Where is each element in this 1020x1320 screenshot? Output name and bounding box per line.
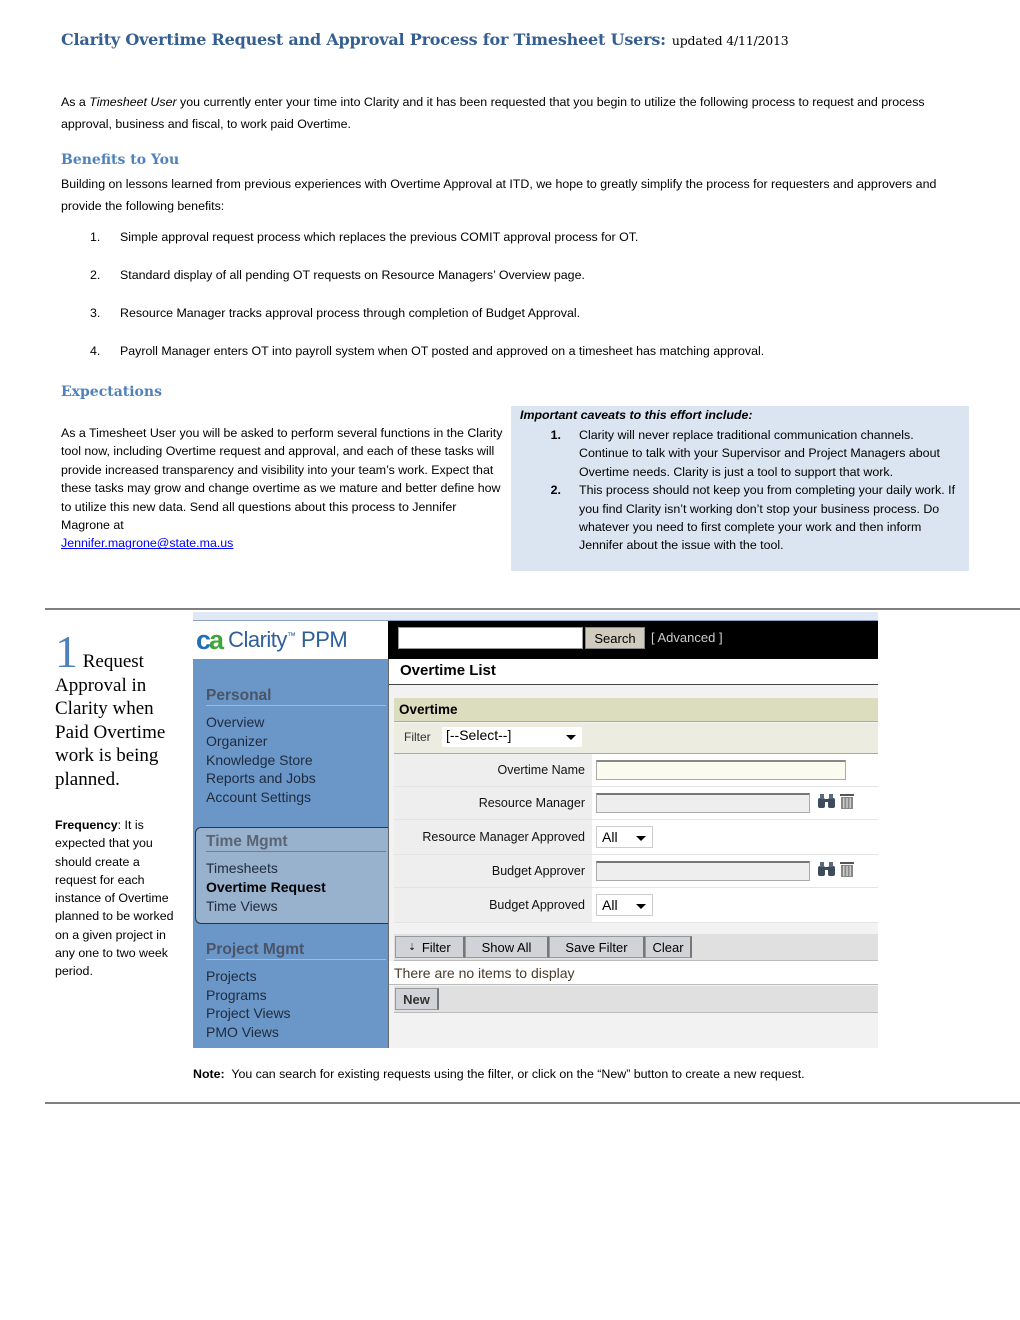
caveats-heading: Important caveats to this effort include: [520,408,753,422]
caveat-number: 1. [550,428,561,442]
clarity-logo [193,621,388,659]
overtime-name-input[interactable] [596,760,846,780]
caveat-number: 2. [550,483,561,498]
note-body: You can search for existing requests using the filter, or click on the “New” button to create a new request. [224,1067,805,1081]
sidebar-item-organizer[interactable]: Organizer [206,733,268,749]
field-label: Overtime Name [394,754,592,786]
caveats-box [511,406,969,571]
item-number: 1. [90,230,101,244]
filter-select-value: [--Select--] [446,727,512,743]
logo-ppm: PPM [295,627,348,652]
sidebar-heading-time-mgmt: Time Mgmt [206,833,386,852]
item-number: 2. [90,268,101,282]
list-item [90,344,970,382]
resource-manager-input[interactable] [596,793,810,813]
benefits-list [90,230,970,382]
double-chevron-down-icon: ⇣ [408,941,416,952]
intro-prefix: As a [61,95,90,109]
sidebar-item-timesheets[interactable]: Timesheets [206,860,278,876]
step-number: 1 [55,626,78,677]
binoculars-icon[interactable] [817,793,837,809]
caveats-list [511,426,969,555]
frequency-text [55,816,180,981]
logo-clarity: Clarity [228,627,287,652]
updated-date: updated 4/11/2013 [671,33,789,48]
sidebar-item-programs[interactable]: Programs [206,987,267,1003]
expectations-text: As a Timesheet User you will be asked to perform several functions in the Clarity tool now, including Overtime request and approval, and each of these tasks will provide increased transparency and visibility into your team’s work. Expect that these tasks may grow and change overtime as we mature and better define how to utilize this new data. Send all questions about this process to Jennifer Magrone at [61,426,503,533]
sidebar-item-project-views[interactable]: Project Views [206,1005,291,1021]
binoculars-icon[interactable] [817,861,837,877]
sidebar [193,659,388,1048]
intro-suffix: you currently enter your time into Clarity and it has been requested that you begin to utilize the following process to request and process approval, business and fiscal, to work paid Overtime. [61,95,925,131]
filter-select[interactable] [442,727,582,747]
sidebar-item-reports-and-jobs[interactable]: Reports and Jobs [206,770,316,786]
caveat-text: This process should not keep you from completing your daily work. If you find Clarity isn’t working don’t stop your business process. Do whatever you need to first complete your work and then inform Jennifer about the issue with the tool. [579,483,956,553]
filter-label: Filter [404,730,431,744]
field-label: Budget Approved [394,888,592,922]
divider [45,1102,1020,1104]
rm-approved-select[interactable] [596,826,653,848]
note-text [193,1067,805,1081]
list-item [90,268,970,306]
sidebar-item-projects[interactable]: Projects [206,968,257,984]
clear-button[interactable]: Clear [645,936,692,958]
logo-tm: ™ [286,630,296,641]
sidebar-heading-project-mgmt: Project Mgmt [206,941,386,960]
item-text: Simple approval request process which replaces the previous COMIT approval process for OT. [120,230,639,244]
divider [45,608,1020,610]
filter-button-label: Filter [421,939,451,955]
item-text: Payroll Manager enters OT into payroll system when OT posted and approved on a timesheet has matching approval. [120,344,765,358]
field-row-overtime-name [394,754,878,787]
item-text: Resource Manager tracks approval process through completion of Budget Approval. [120,306,581,320]
filter-button-bar [394,934,878,961]
list-item [90,306,970,344]
page-title [61,30,789,49]
intro-paragraph [61,91,961,135]
budget-approver-input[interactable] [596,861,810,881]
email-link[interactable]: Jennifer.magrone@state.ma.us [61,536,234,551]
step-title-rest: Approval in Clarity when Paid Overtime work is being planned. [55,674,166,790]
trash-icon[interactable] [839,793,855,809]
browser-strip [193,612,878,621]
chevron-down-icon [566,735,576,740]
sidebar-item-time-views[interactable]: Time Views [206,898,278,914]
budget-approved-select[interactable] [596,894,653,916]
global-search-input[interactable] [398,627,583,649]
field-row-rm-approved [394,820,878,855]
show-all-button[interactable]: Show All [465,936,549,958]
step-title [55,626,185,791]
trash-icon[interactable] [839,861,855,877]
filter-row [394,723,878,754]
empty-message: There are no items to display [389,961,878,985]
caveat-item [511,426,969,481]
select-value: All [602,897,618,913]
field-row-budget-approved [394,888,878,923]
select-value: All [602,829,618,845]
field-label: Budget Approver [394,855,592,887]
benefits-paragraph: Building on lessons learned from previous experiences with Overtime Approval at ITD, we hope to greatly simplify the process for requesters and approvers and provide the following benefits: [61,177,937,213]
main-content [388,659,878,1048]
sidebar-item-overview[interactable]: Overview [206,714,265,730]
caveat-text: Clarity will never replace traditional communication channels. Continue to talk with your Supervisor and Project Managers about Overtime needs. Clarity is just a tool to support that work. [579,428,940,479]
benefits-heading: Benefits to You [61,152,180,168]
overtime-section-header: Overtime [394,698,878,722]
list-item [90,230,970,268]
item-number: 3. [90,306,101,320]
chevron-down-icon [636,904,646,909]
field-row-budget-approver [394,855,878,888]
lookup-icons [817,861,855,877]
logo-text [228,627,347,653]
frequency-body: : It is expected that you should create a request for each instance of Overtime planned to be worked on a given project in any one to two week period. [55,818,174,979]
frequency-label: Frequency [55,818,118,832]
field-label: Resource Manager Approved [394,820,592,854]
new-button-bar [394,986,878,1013]
field-label: Resource Manager [394,787,592,819]
note-label: Note: [193,1067,225,1081]
title-text: Clarity Overtime Request and Approval Process for Timesheet Users: [61,30,666,49]
intro-italic: Timesheet User [89,95,177,109]
top-search-bar [388,621,878,659]
sidebar-item-overtime-request[interactable]: Overtime Request [206,879,326,895]
save-filter-button[interactable]: Save Filter [549,936,645,958]
lookup-icons [817,793,855,809]
expectations-paragraph [61,424,506,553]
sidebar-item-knowledge-store[interactable]: Knowledge Store [206,752,313,768]
sidebar-item-account-settings[interactable]: Account Settings [206,789,312,805]
step-title-first: Request [82,651,144,672]
item-number: 4. [90,344,101,358]
clarity-screenshot [193,612,878,1048]
search-button[interactable]: Search [585,627,645,649]
caveat-item [511,481,969,555]
new-button[interactable]: New [395,988,439,1010]
chevron-down-icon [636,836,646,841]
filter-button[interactable] [395,936,465,958]
sidebar-heading-personal: Personal [206,687,386,706]
sidebar-item-pmo-views[interactable]: PMO Views [206,1024,279,1040]
advanced-search-link[interactable]: [ Advanced ] [651,630,723,645]
field-row-resource-manager [394,787,878,820]
item-text: Standard display of all pending OT requests on Resource Managers’ Overview page. [120,268,585,282]
expectations-heading: Expectations [61,384,162,400]
ca-logo-icon: ca [196,624,223,655]
overtime-list-title: Overtime List [389,659,878,685]
